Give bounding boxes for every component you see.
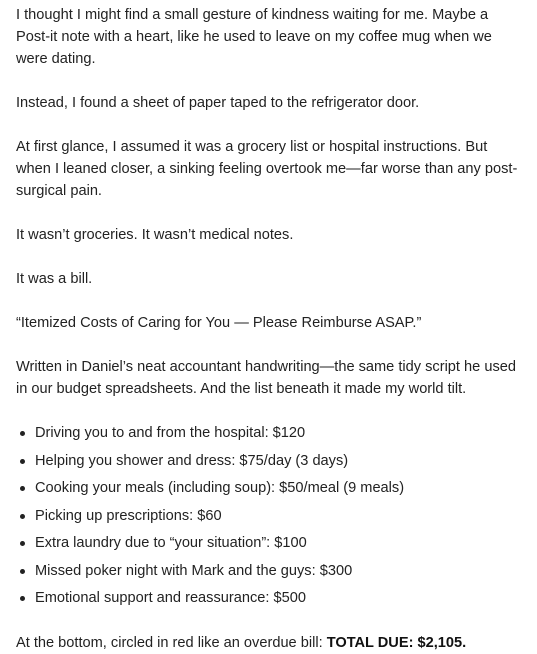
paragraph-gesture: I thought I might find a small gesture of kindness waiting for me. Maybe a Post-it note with a heart, like he used to leave on my coffee mug when we were dating. <box>16 7 492 67</box>
paragraph-closing <box>16 632 523 654</box>
bill-item: Picking up prescriptions: $60 <box>35 505 523 527</box>
bill-item: Extra laundry due to “your situation”: $100 <box>35 532 523 554</box>
paragraph-not-groceries: It wasn’t groceries. It wasn’t medical notes. <box>16 227 294 243</box>
bill-item: Missed poker night with Mark and the guys: $300 <box>35 560 523 582</box>
bill-item: Helping you shower and dress: $75/day (3 days) <box>35 450 523 472</box>
paragraph-first-glance: At first glance, I assumed it was a grocery list or hospital instructions. But when I leaned closer, a sinking feeling overtook me—far worse than any post-surgical pain. <box>16 139 518 199</box>
paragraph-bill: It was a bill. <box>16 271 93 287</box>
total-due-text: TOTAL DUE: $2,105. <box>326 635 467 651</box>
paragraph-handwriting: Written in Daniel’s neat accountant handwriting—the same tidy script he used in our budget spreadsheets. And the list beneath it made my world tilt. <box>16 359 516 397</box>
bill-item-list <box>16 422 523 609</box>
bill-item: Driving you to and from the hospital: $120 <box>35 422 523 444</box>
bill-item: Cooking your meals (including soup): $50/meal (9 meals) <box>35 477 523 499</box>
bill-item: Emotional support and reassurance: $500 <box>35 587 523 609</box>
paragraph-bill-title: “Itemized Costs of Caring for You — Please Reimburse ASAP.” <box>16 315 422 331</box>
closing-lead-text: At the bottom, circled in red like an overdue bill: <box>16 635 327 651</box>
paragraph-sheet: Instead, I found a sheet of paper taped to the refrigerator door. <box>16 95 420 111</box>
